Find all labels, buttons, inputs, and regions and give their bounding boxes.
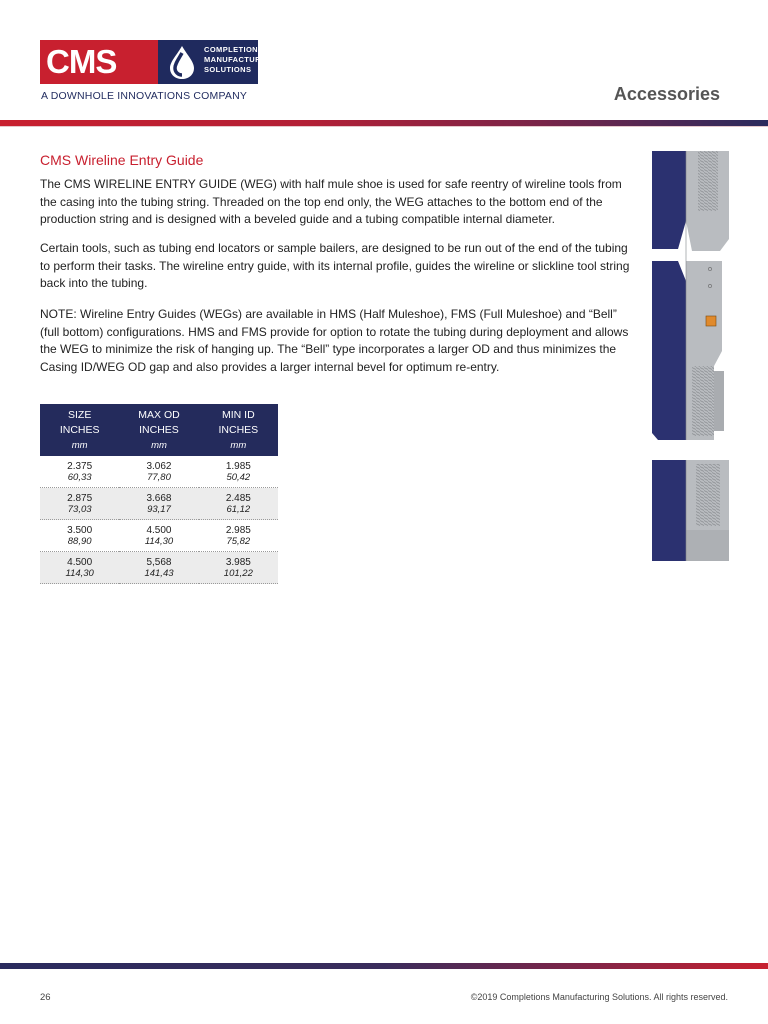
table-cell: 4.500 114,30 — [119, 520, 198, 552]
copyright-notice: ©2019 Completions Manufacturing Solutions. All rights reserved. — [470, 992, 728, 1002]
logo-sub-line: COMPLETIONS — [204, 45, 264, 54]
bell-guide-illustration — [652, 460, 729, 561]
table-cell: 3.668 93,17 — [119, 488, 198, 520]
table-cell: 2.875 73,03 — [40, 488, 119, 520]
table-cell: 3.500 88,90 — [40, 520, 119, 552]
table-row — [40, 456, 278, 488]
logo-subtitle — [204, 45, 275, 75]
logo-text: CMS — [46, 43, 117, 80]
table-row — [40, 552, 278, 584]
description-paragraph: Certain tools, such as tubing end locators or sample bailers, are designed to be run out of the end of the tubing to perform their tasks. The wireline entry guide, with its internal profile, guides the wireline or slickline tool string back into the tubing. — [40, 241, 630, 290]
description-paragraph: The CMS WIRELINE ENTRY GUIDE (WEG) with half mule shoe is used for safe reentry of wireline tools from the casing into the tubing string. Threaded on the top end only, the WEG attaches to the bottom end of the production string and is designed with a beveled guide and a tubing compatible internal diameter. — [40, 177, 622, 226]
table-cell: 3.062 77,80 — [119, 456, 198, 488]
wireline-entry-guide-illustration — [652, 151, 729, 440]
footer-rule — [0, 963, 768, 969]
spec-table — [40, 404, 278, 584]
table-cell: 2.985 75,82 — [199, 520, 278, 552]
product-title: CMS Wireline Entry Guide — [40, 152, 204, 168]
table-cell: 2.375 60,33 — [40, 456, 119, 488]
table-header-row — [40, 404, 278, 456]
column-header: SIZE INCHES mm — [40, 404, 119, 456]
header-rule-shadow — [0, 126, 768, 127]
column-header: MIN ID INCHES mm — [199, 404, 278, 456]
table-cell: 3.985 101,22 — [199, 552, 278, 584]
note-paragraph: NOTE: Wireline Entry Guides (WEGs) are available in HMS (Half Muleshoe), FMS (Full Muleshoe) and “Bell” (full bottom) configurations. HMS and FMS provide for option to rotate the tubing during deployment and allows the WEG to minimize the risk of hanging up. The “Bell” type incorporates a larger OD and thus minimizes the Casing ID/WEG OD gap and also provides a larger internal bevel for optimum re-entry. — [40, 307, 629, 374]
table-cell: 4.500 114,30 — [40, 552, 119, 584]
page-number: 26 — [40, 992, 51, 1003]
column-header: MAX OD INCHES mm — [119, 404, 198, 456]
table-cell: 5,568 141,43 — [119, 552, 198, 584]
table-cell: 2.485 61,12 — [199, 488, 278, 520]
logo-sub-line: SOLUTIONS — [204, 65, 252, 74]
table-row — [40, 488, 278, 520]
table-cell: 1.985 50,42 — [199, 456, 278, 488]
company-tagline: A DOWNHOLE INNOVATIONS COMPANY — [41, 90, 248, 102]
section-title: Accessories — [613, 84, 720, 104]
oil-drop-icon — [162, 44, 202, 80]
company-logo — [40, 40, 276, 84]
table-row — [40, 520, 278, 552]
logo-sub-line: MANUFACTURING — [204, 55, 276, 64]
